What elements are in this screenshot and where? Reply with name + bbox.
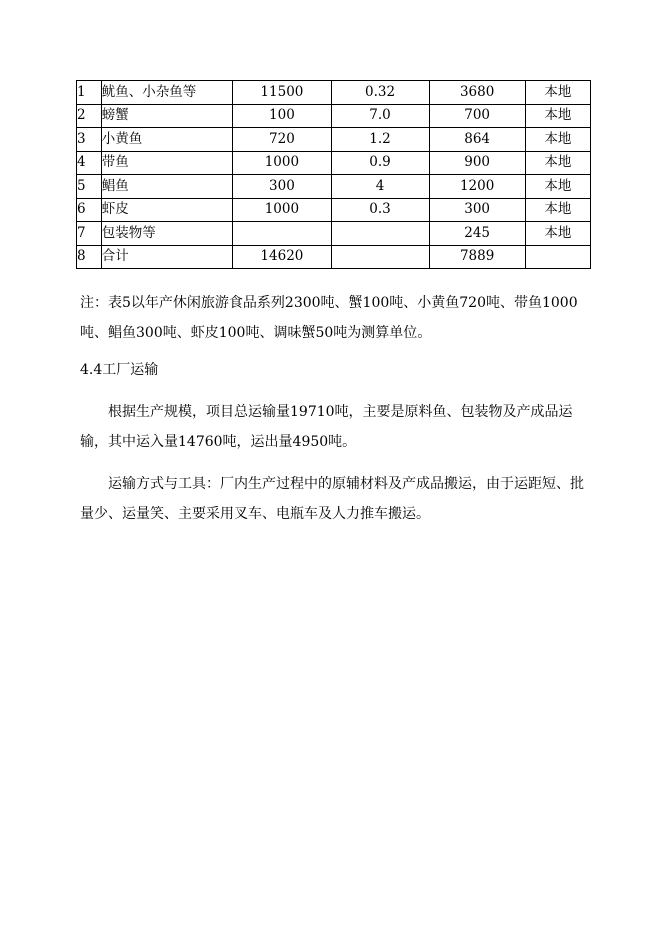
item-source xyxy=(525,245,590,269)
table-row xyxy=(77,151,591,175)
table-row xyxy=(77,245,591,269)
item-source: 本地 xyxy=(525,198,590,222)
materials-table xyxy=(76,80,591,269)
table-row xyxy=(77,104,591,128)
item-name: 小黄鱼 xyxy=(101,128,233,152)
item-quantity: 11500 xyxy=(233,81,331,105)
item-amount: 1200 xyxy=(429,175,525,199)
item-name: 鱿鱼、小杂鱼等 xyxy=(101,81,233,105)
item-unit-price: 0.3 xyxy=(331,198,429,222)
row-number: 1 xyxy=(77,81,102,105)
item-unit-price: 7.0 xyxy=(331,104,429,128)
table-row xyxy=(77,198,591,222)
item-name: 螃蟹 xyxy=(101,104,233,128)
row-number: 5 xyxy=(77,175,102,199)
item-name: 合计 xyxy=(101,245,233,269)
item-amount: 245 xyxy=(429,222,525,246)
item-unit-price xyxy=(331,222,429,246)
item-amount: 900 xyxy=(429,151,525,175)
table-row xyxy=(77,81,591,105)
item-source: 本地 xyxy=(525,151,590,175)
row-number: 3 xyxy=(77,128,102,152)
item-source: 本地 xyxy=(525,128,590,152)
item-unit-price: 4 xyxy=(331,175,429,199)
item-unit-price: 1.2 xyxy=(331,128,429,152)
item-quantity: 1000 xyxy=(233,198,331,222)
item-amount: 700 xyxy=(429,104,525,128)
item-source: 本地 xyxy=(525,81,590,105)
item-quantity xyxy=(233,222,331,246)
section-heading: 4.4工厂运输 xyxy=(80,362,159,378)
row-number: 6 xyxy=(77,198,102,222)
item-amount: 3680 xyxy=(429,81,525,105)
item-unit-price: 0.9 xyxy=(331,151,429,175)
row-number: 8 xyxy=(77,245,102,269)
item-source: 本地 xyxy=(525,222,590,246)
item-amount: 7889 xyxy=(429,245,525,269)
row-number: 2 xyxy=(77,104,102,128)
row-number: 4 xyxy=(77,151,102,175)
table-row xyxy=(77,175,591,199)
item-amount: 864 xyxy=(429,128,525,152)
item-name: 包装物等 xyxy=(101,222,233,246)
item-unit-price xyxy=(331,245,429,269)
table-note: 注：表5以年产休闲旅游食品系列2300吨、蟹100吨、小黄鱼720吨、带鱼1000吨、鲳鱼300吨、虾皮100吨、调味蟹50吨为测算单位。 xyxy=(80,295,578,341)
item-quantity: 1000 xyxy=(233,151,331,175)
materials-table-body xyxy=(77,81,591,269)
item-quantity: 14620 xyxy=(233,245,331,269)
table-row xyxy=(77,128,591,152)
table-row xyxy=(77,222,591,246)
row-number: 7 xyxy=(77,222,102,246)
transport-volume-paragraph: 根据生产规模，项目总运输量19710吨，主要是原料鱼、包装物及产成品运输，其中运入量14760吨，运出量4950吨。 xyxy=(80,404,573,450)
item-quantity: 720 xyxy=(233,128,331,152)
transport-method-paragraph: 运输方式与工具：厂内生产过程中的原辅材料及产成品搬运，由于运距短、批量少、运量笑、主要采用叉车、电瓶车及人力推车搬运。 xyxy=(80,476,584,522)
item-quantity: 100 xyxy=(233,104,331,128)
item-name: 带鱼 xyxy=(101,151,233,175)
item-name: 虾皮 xyxy=(101,198,233,222)
item-source: 本地 xyxy=(525,104,590,128)
item-unit-price: 0.32 xyxy=(331,81,429,105)
item-amount: 300 xyxy=(429,198,525,222)
item-name: 鲳鱼 xyxy=(101,175,233,199)
item-source: 本地 xyxy=(525,175,590,199)
item-quantity: 300 xyxy=(233,175,331,199)
